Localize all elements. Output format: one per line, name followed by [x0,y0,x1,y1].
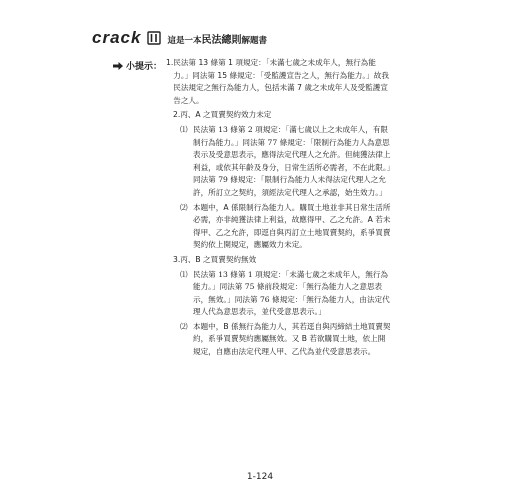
book-title [167,31,267,46]
item-number: 1. [166,58,174,67]
list-item-2-title [173,109,391,122]
sub-item-number: ⑵ [180,202,188,212]
book-title-suffix: 解題書 [241,35,267,46]
sub-item-text: 本題中，B 係無行為能力人，其若逕自與丙締結土地買賣契約，系爭買賣契約應屬無效。又 B 若欲購買土地，依上開規定，自應由法定代理人甲、乙代為並代受意思表示。 [193,321,391,357]
brand-logo: crack [92,28,142,47]
running-header [92,28,267,48]
list-item-3-title [173,254,391,267]
arrow-right-icon [113,62,123,70]
sub-item-2-2 [180,202,391,252]
hint-label: 小提示： [126,62,163,72]
sub-item-text: 民法第 13 條第 1 項規定：「未滿七歲之未成年人，無行為能力。」同法第 75 條前段規定：「無行為能力人之意思表示，無效。」同法第 76 條規定：「無行為能力人，由法定代理人代為意思表示，並代受意思表示。」 [193,269,390,317]
sub-item-number: ⑴ [180,269,188,279]
sub-item-2-1 [180,124,391,200]
sub-item-3-2 [180,321,391,359]
item-title: 丙、B 之買賣契約無效 [180,254,257,264]
sub-item-3-1 [180,269,391,319]
sub-item-number: ⑵ [180,321,188,331]
list-item-1 [166,57,391,107]
item-text: 民法第 13 條第 1 項規定：「未滿七歲之未成年人，無行為能力。」同法第 15 條規定：「受監護宣告之人，無行為能力。」故我民法規定之無行為能力人，包括未滿 7 歲之未成年人及受監護宣告之人。 [173,58,389,105]
item-number: 2. [173,110,181,120]
hint-heading [113,59,162,72]
page-number: 1-124 [246,472,274,482]
book-title-prefix: 這是一本 [167,35,202,46]
sub-item-text: 本題中，A 係限制行為能力人。購買土地並非其日常生活所必需，亦非純獲法律上利益，故應得甲、乙之允許。A 若未得甲、乙之允許，即逕自與丙訂立土地買賣契約，系爭買賣契約依上開規定，應屬效力未定。 [193,202,391,250]
book-logo-icon [147,31,161,45]
item-title: 丙、A 之買賣契約效力未定 [180,110,272,120]
sub-item-number: ⑴ [180,124,188,134]
hint-content [166,57,391,359]
item-number: 3. [173,254,181,264]
sub-item-text: 民法第 13 條第 2 項規定：「滿七歲以上之未成年人，有限制行為能力。」同法第 77 條規定：「限制行為能力人為意思表示及受意思表示，應得法定代理人之允許。但純獲法律上利益，或依其年齡及身分，日常生活所必需者，不在此限。」同法第 79 條規定：「限制行為能力人未得法定代理人之允許，所訂立之契約，須經法定代理人之承認，始生效力。」 [193,124,391,197]
book-title-main: 民法總則 [201,34,242,46]
